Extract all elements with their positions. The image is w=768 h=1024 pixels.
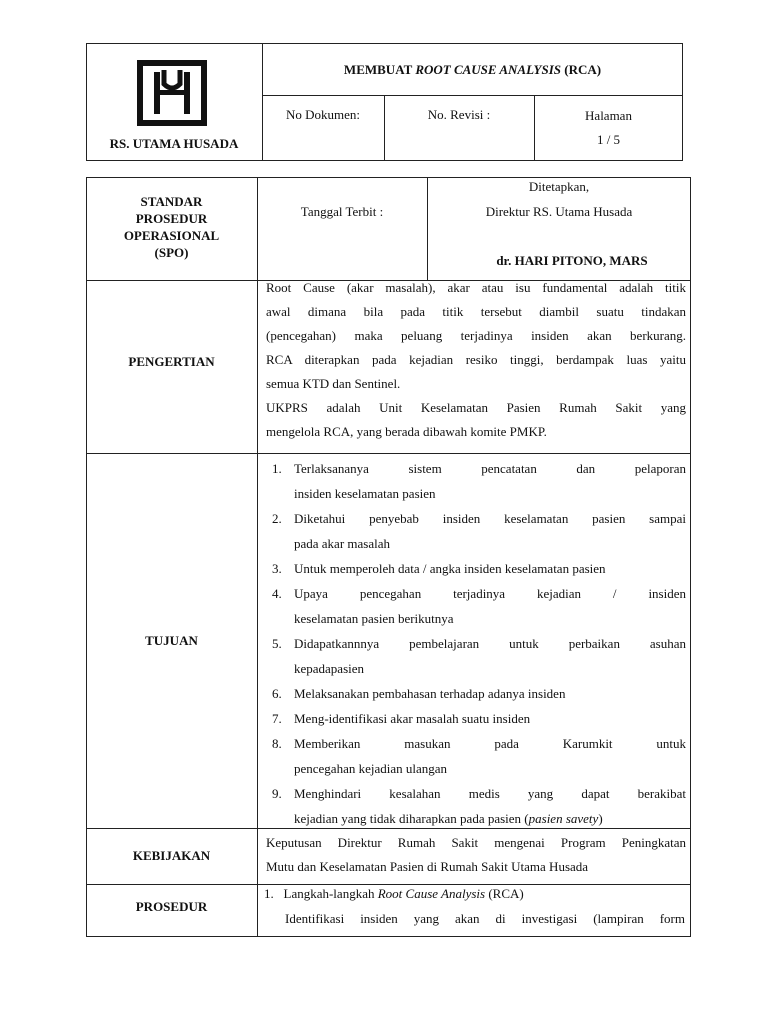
list-item xyxy=(268,631,686,681)
list-item-number: 1. xyxy=(272,461,282,476)
list-item xyxy=(268,556,686,581)
spo-label-line: OPERASIONAL xyxy=(123,228,220,243)
pengertian-line: RCA diterapkan pada kejadian resiko tinggi, berdampak luas yaitu xyxy=(266,352,686,367)
direktur-text: Direktur RS. Utama Husada xyxy=(485,204,633,219)
pengertian-label: PENGERTIAN xyxy=(128,354,215,369)
tanggal-terbit-label: Tanggal Terbit : xyxy=(300,204,384,219)
prosedur-step-number: 1. xyxy=(264,886,274,901)
list-item-number: 6. xyxy=(272,686,282,701)
prosedur-step xyxy=(264,885,684,903)
kebijakan-text xyxy=(266,831,686,879)
tujuan-label: TUJUAN xyxy=(145,633,198,648)
list-item-number: 9. xyxy=(272,786,282,801)
list-item-text: Untuk memperoleh data / angka insiden keselamatan pasien xyxy=(294,561,606,576)
no-revisi-label: No. Revisi : xyxy=(427,107,491,122)
kebijakan-label: KEBIJAKAN xyxy=(132,848,211,863)
hospital-name: RS. UTAMA HUSADA xyxy=(109,136,239,151)
list-item-text: Memberikan masukan pada Karumkit untuk xyxy=(294,736,686,751)
prosedur-label: PROSEDUR xyxy=(135,899,208,914)
list-item xyxy=(268,731,686,781)
prosedur-line: Identifikasi insiden yang akan di investigasi (lampiran form xyxy=(285,911,685,926)
title-suffix: (RCA) xyxy=(561,62,602,77)
halaman-label: Halaman xyxy=(585,108,632,123)
spo-label-line: PROSEDUR xyxy=(135,211,208,226)
no-dokumen-label: No Dokumen: xyxy=(285,107,361,122)
list-item xyxy=(268,681,686,706)
list-item-text-part: kejadian yang tidak diharapkan pada pasien ( xyxy=(294,811,529,826)
pengertian-line: semua KTD dan Sentinel. xyxy=(266,376,401,391)
list-item-number: 5. xyxy=(272,636,282,651)
pengertian-line: UKPRS adalah Unit Keselamatan Pasien Rumah Sakit yang xyxy=(266,400,686,415)
list-item xyxy=(268,456,686,506)
pengertian-text xyxy=(266,276,686,444)
pengertian-line: mengelola RCA, yang berada dibawah komite PMKP. xyxy=(266,424,547,439)
list-item-text-part: ) xyxy=(598,811,603,826)
list-item-text: Melaksanakan pembahasan terhadap adanya insiden xyxy=(294,686,566,701)
list-item-number: 3. xyxy=(272,561,282,576)
halaman-value: 1 / 5 xyxy=(596,132,621,147)
list-item-text: pencegahan kejadian ulangan xyxy=(294,761,448,776)
prosedur-step-text: (RCA) xyxy=(485,886,524,901)
list-item-text: Upaya pencegahan terjadinya kejadian / insiden xyxy=(294,586,686,601)
list-item-number: 7. xyxy=(272,711,282,726)
list-item-text: Meng-identifikasi akar masalah suatu insiden xyxy=(294,711,531,726)
list-item-text: keselamatan pasien berikutnya xyxy=(294,611,454,626)
header-divider xyxy=(384,95,385,161)
document-title xyxy=(262,61,683,79)
title-italic: ROOT CAUSE ANALYSIS xyxy=(415,62,561,77)
pengertian-line: (pencegahan) maka peluang terjadinya insiden akan berkurang. xyxy=(266,328,686,343)
spo-label-line: STANDAR xyxy=(140,194,203,209)
main-column-divider xyxy=(257,177,258,937)
hospital-logo-icon xyxy=(137,60,207,126)
list-item-text xyxy=(294,806,686,831)
list-item xyxy=(268,581,686,631)
prosedur-step-italic: Root Cause Analysis xyxy=(377,886,486,901)
list-item-number: 4. xyxy=(272,586,282,601)
list-item-text: Didapatkannnya pembelajaran untuk perbaikan asuhan xyxy=(294,636,686,651)
list-item-text: Terlaksananya sistem pencatatan dan pelaporan xyxy=(294,461,686,476)
list-item-text: pada akar masalah xyxy=(294,536,391,551)
signatory-name: dr. HARI PITONO, MARS xyxy=(496,253,648,268)
list-item-text: insiden keselamatan pasien xyxy=(294,486,436,501)
kebijakan-line: Mutu dan Keselamatan Pasien di Rumah Sakit Utama Husada xyxy=(266,859,589,874)
pengertian-line: awal dimana bila pada titik tersebut diambil suatu tindakan xyxy=(266,304,686,319)
list-item xyxy=(268,781,686,831)
spo-label xyxy=(86,193,257,261)
row-divider xyxy=(86,453,691,454)
list-item-text: kepadapasien xyxy=(294,661,365,676)
header-divider xyxy=(262,95,683,96)
list-item xyxy=(268,506,686,556)
pengertian-line: Root Cause (akar masalah), akar atau isu fundamental adalah titik xyxy=(266,280,686,295)
prosedur-step-text: Langkah-langkah xyxy=(283,886,378,901)
list-item-number: 8. xyxy=(272,736,282,751)
header-divider xyxy=(534,95,535,161)
kebijakan-line: Keputusan Direktur Rumah Sakit mengenai Program Peningkatan xyxy=(266,835,686,850)
list-item-text: Menghindari kesalahan medis yang dapat berakibat xyxy=(294,786,686,801)
list-item-text-italic: pasien savety xyxy=(528,811,599,826)
tujuan-list xyxy=(268,456,686,831)
list-item xyxy=(268,706,686,731)
spo-label-line: (SPO) xyxy=(154,245,189,260)
title-prefix: MEMBUAT xyxy=(343,62,416,77)
list-item-number: 2. xyxy=(272,511,282,526)
list-item-text: Diketahui penyebab insiden keselamatan pasien sampai xyxy=(294,511,686,526)
ditetapkan-text: Ditetapkan, xyxy=(528,179,590,194)
